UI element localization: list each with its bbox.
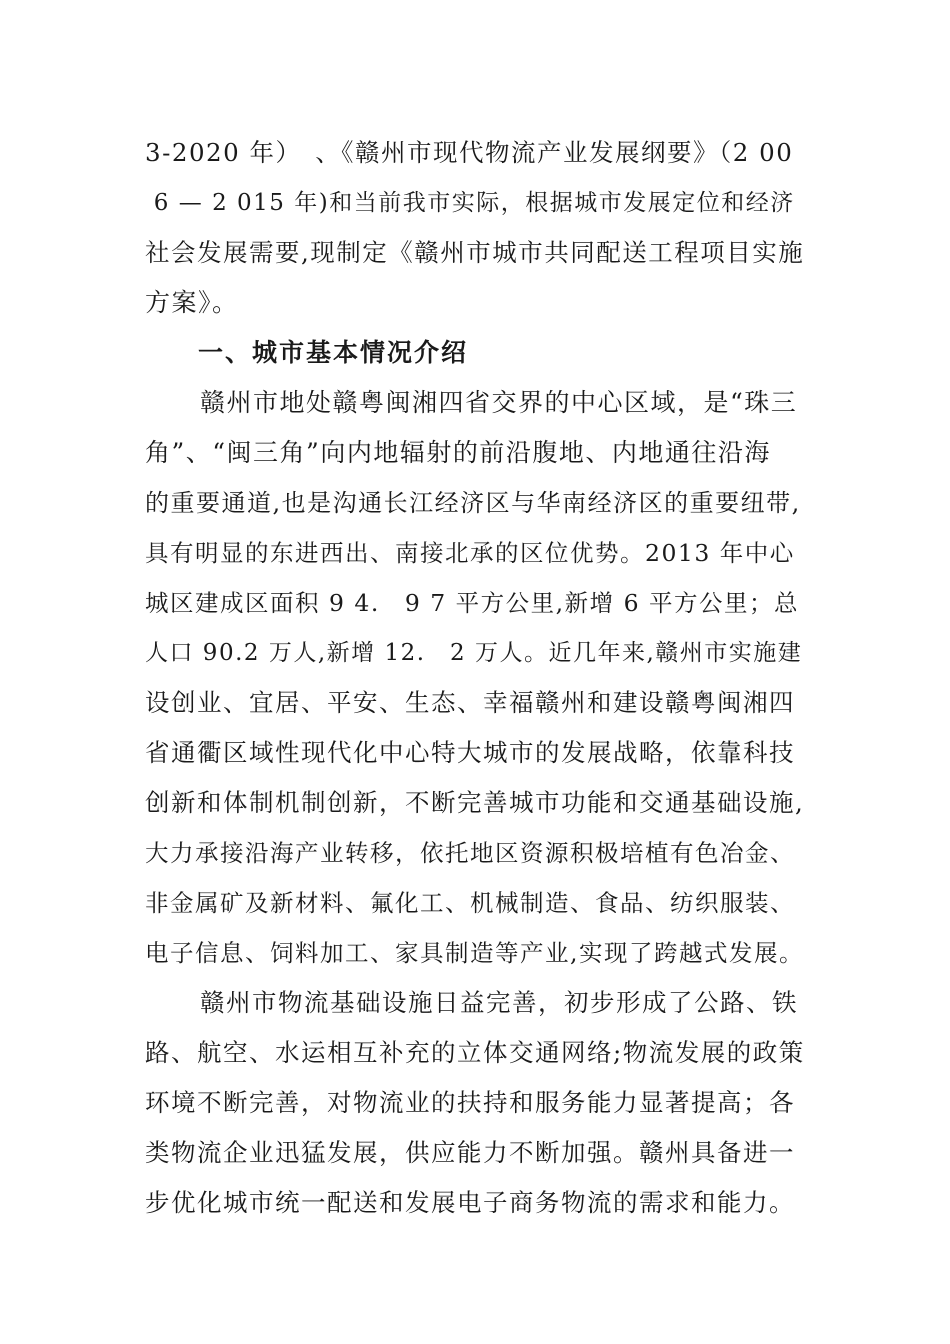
text-line: 非金属矿及新材料、氟化工、机械制造、食品、纺织服装、 (145, 889, 795, 917)
text-line: 人口 90.2 万人,新增 12. 2 万人。近几年来,赣州市实施建 (145, 640, 803, 666)
text-line: 具有明显的东进西出、南接北承的区位优势。2013 年中心 (145, 539, 795, 567)
text-line: 城区建成区面积 9 4. 9 7 平方公里,新增 6 平方公里；总 (145, 589, 800, 617)
text-line: 路、航空、水运相互补充的立体交通网络;物流发展的政策 (145, 1038, 805, 1067)
text-line: 3-2020 年） 、《赣州市现代物流产业发展纲要》（2 00 (145, 138, 794, 167)
text-line: 环境不断完善，对物流业的扶持和服务能力显著提高；各 (145, 1088, 795, 1117)
text-line: 6 — 2 015 年)和当前我市实际，根据城市发展定位和经济 (145, 190, 795, 216)
text-line: 省通衢区域性现代化中心特大城市的发展战略，依靠科技 (145, 738, 795, 767)
text-line: 的重要通道,也是沟通长江经济区与华南经济区的重要纽带, (145, 489, 801, 517)
paragraph-first-line: 赣州市物流基础设施日益完善，初步形成了公路、铁 (200, 988, 798, 1017)
text-line: 步优化城市统一配送和发展电子商务物流的需求和能力。 (145, 1188, 795, 1217)
text-line: 设创业、宜居、平安、生态、幸福赣州和建设赣粤闽湘四 (145, 688, 795, 717)
text-line: 方案》。 (145, 288, 239, 317)
text-line: 社会发展需要,现制定《赣州市城市共同配送工程项目实施 (145, 238, 805, 267)
paragraph-first-line: 赣州市地处赣粤闽湘四省交界的中心区域，是“珠三 (200, 388, 798, 417)
text-line: 大力承接沿海产业转移，依托地区资源积极培植有色冶金、 (145, 839, 795, 867)
text-line: 创新和体制机制创新，不断完善城市功能和交通基础设施, (145, 788, 805, 817)
text-line: 电子信息、饲料加工、家具制造等产业,实现了跨越式发展。 (145, 939, 804, 967)
text-line: 角”、“闽三角”向内地辐射的前沿腹地、内地通往沿海 (145, 438, 771, 467)
section-heading: 一、城市基本情况介绍 (198, 338, 469, 367)
text-line: 类物流企业迅猛发展，供应能力不断加强。赣州具备进一 (145, 1138, 795, 1167)
